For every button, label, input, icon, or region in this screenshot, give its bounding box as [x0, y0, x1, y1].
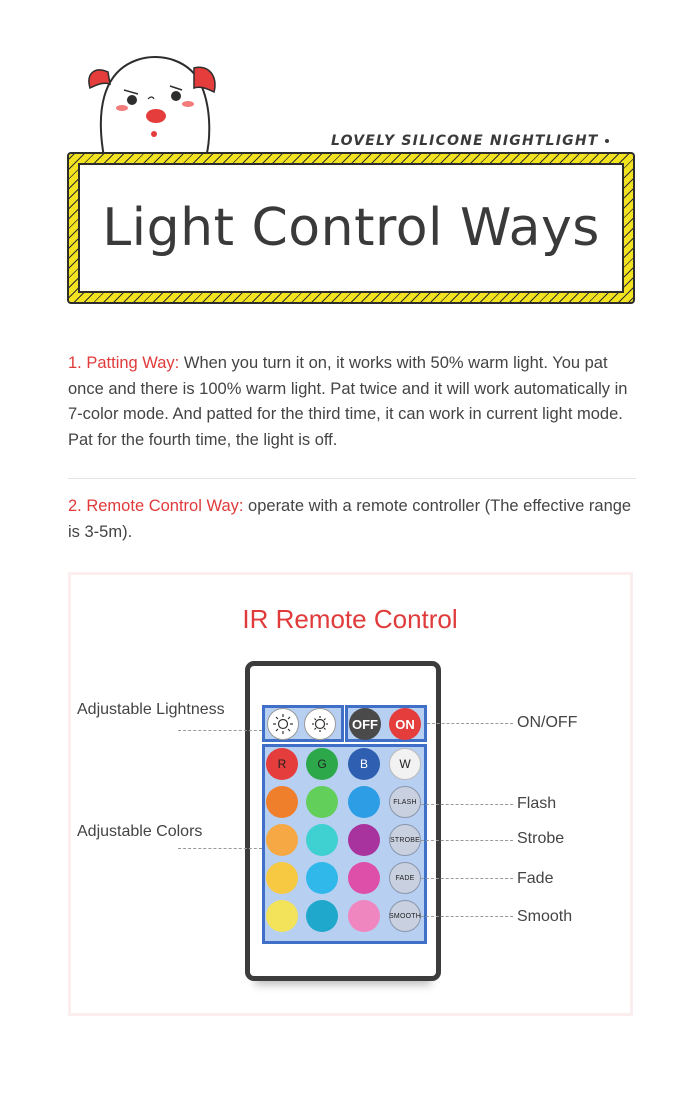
color-button[interactable]: [348, 786, 380, 818]
lightness-leader-line: [178, 730, 262, 731]
flash-leader-line: [421, 804, 513, 805]
fade-button[interactable]: FADE: [389, 862, 421, 894]
red-button[interactable]: R: [266, 748, 298, 780]
color-button[interactable]: [266, 786, 298, 818]
on-button[interactable]: ON: [389, 708, 421, 740]
color-button[interactable]: [306, 786, 338, 818]
brightness-up-button[interactable]: [267, 708, 299, 740]
flash-button[interactable]: FLASH: [389, 786, 421, 818]
patting-way-text: When you turn it on, it works with 50% warm light. You pat once and there is 100% warm light. Pat twice and it will work automatically in 7-color mode. And patted for the third time, it can work in current light mode. Pat for the fourth time, the light is off.: [68, 354, 628, 449]
smooth-label: Smooth: [517, 908, 573, 925]
color-button[interactable]: [266, 900, 298, 932]
green-button[interactable]: G: [306, 748, 338, 780]
onoff-leader-line: [427, 723, 513, 724]
fade-label: Fade: [517, 870, 554, 887]
remote-way-text: operate with a remote controller (The effective range is 3-5m).: [68, 497, 632, 541]
title-banner: [67, 152, 635, 304]
smooth-leader-line: [421, 916, 513, 917]
adjustable-colors-label: Adjustable Colors: [77, 823, 203, 840]
strobe-label: Strobe: [517, 830, 565, 847]
strobe-button[interactable]: STROBE: [389, 824, 421, 856]
mascot-illustration: [82, 42, 222, 162]
flash-label: Flash: [517, 795, 557, 812]
color-button[interactable]: [266, 862, 298, 894]
color-button[interactable]: [266, 824, 298, 856]
remote-way-paragraph: [68, 494, 638, 545]
banner-tagline: LOVELY SILICONE NIGHTLIGHT: [331, 133, 609, 149]
patting-way-paragraph: [68, 351, 638, 453]
onoff-label: ON/OFF: [517, 714, 578, 731]
color-button[interactable]: [306, 862, 338, 894]
blue-button[interactable]: B: [348, 748, 380, 780]
color-button[interactable]: [348, 900, 380, 932]
remote-panel-title: IR Remote Control: [242, 604, 458, 634]
title-banner-inner: [78, 163, 624, 293]
page-title: Light Control Ways: [102, 198, 600, 258]
brightness-up-icon: [272, 713, 294, 735]
smooth-button[interactable]: SMOOTH: [389, 900, 421, 932]
brightness-down-icon: [309, 713, 331, 735]
patting-way-heading: 1. Patting Way:: [68, 354, 180, 372]
brightness-down-button[interactable]: [304, 708, 336, 740]
color-button[interactable]: [348, 862, 380, 894]
off-button[interactable]: OFF: [349, 708, 381, 740]
white-button[interactable]: W: [389, 748, 421, 780]
colors-leader-line: [178, 848, 262, 849]
section-divider: [68, 478, 636, 479]
color-button[interactable]: [306, 824, 338, 856]
color-button[interactable]: [306, 900, 338, 932]
strobe-leader-line: [421, 840, 513, 841]
adjustable-lightness-label: Adjustable Lightness: [77, 701, 225, 718]
remote-way-heading: 2. Remote Control Way:: [68, 497, 244, 515]
color-button[interactable]: [348, 824, 380, 856]
fade-leader-line: [421, 878, 513, 879]
